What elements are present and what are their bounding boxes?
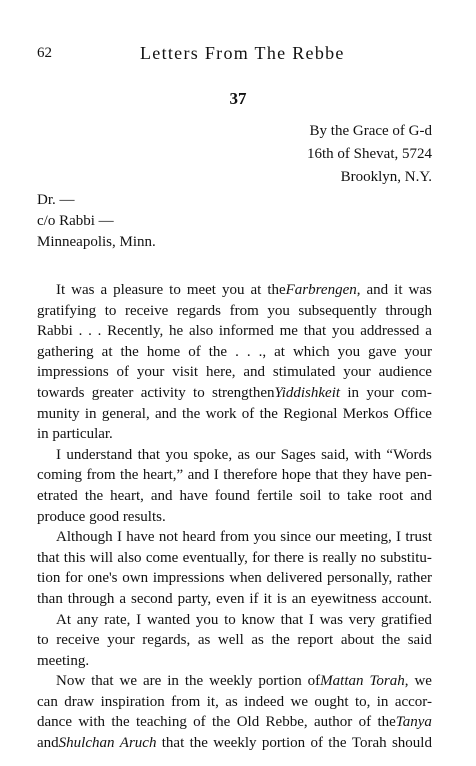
word: heart,” [142, 467, 184, 484]
word: from [219, 529, 250, 546]
word: I [213, 467, 219, 484]
word: a [425, 323, 432, 340]
word: your [107, 632, 135, 649]
word: I [116, 529, 122, 546]
word: good [89, 508, 120, 525]
word: indeed [244, 693, 285, 710]
word: when [229, 570, 262, 587]
word: the [182, 405, 201, 422]
text-line [37, 507, 432, 528]
dateline-place: Brooklyn, N.Y. [340, 169, 432, 185]
letter-number: 37 [229, 89, 247, 108]
dateline [307, 120, 432, 189]
word: pen- [405, 467, 432, 484]
word: I [56, 446, 61, 463]
word: of [188, 343, 201, 360]
word: was [319, 611, 343, 628]
letter-body [37, 280, 432, 754]
word: meet [186, 282, 216, 298]
word: for [65, 570, 83, 587]
word: eventually, [182, 549, 248, 566]
word: it, [206, 693, 219, 710]
word: your [366, 384, 394, 401]
word: gave [368, 343, 397, 360]
word: strengthenYiddishkeit [212, 384, 341, 401]
word: informed [218, 323, 274, 340]
word: general, [101, 405, 150, 422]
word: the [84, 487, 104, 504]
word: through [385, 302, 432, 319]
word: should [391, 735, 432, 752]
word: Rabbi [37, 323, 73, 340]
word: understand [66, 446, 133, 463]
text-line [37, 630, 432, 651]
word: munity [37, 405, 80, 422]
word: . [78, 323, 83, 340]
word: tion [37, 570, 61, 587]
word: heart, [110, 487, 144, 504]
word: teaching [136, 714, 187, 731]
word: pleasure [113, 282, 164, 298]
word: have [179, 487, 208, 504]
word: report [297, 632, 334, 649]
word: they [342, 467, 369, 484]
word: a [100, 282, 108, 298]
word: coming [37, 467, 82, 484]
word: I [308, 611, 314, 628]
word: will [89, 549, 114, 566]
word: second [130, 590, 173, 607]
word: receive [124, 302, 169, 319]
word: one's [87, 570, 118, 587]
word: receive [56, 632, 100, 649]
word: not [158, 529, 179, 546]
word: that [37, 549, 60, 566]
word: from [229, 302, 259, 319]
word: Office [393, 405, 432, 422]
word: is [276, 590, 287, 607]
word: of [241, 405, 255, 422]
word: can [37, 693, 58, 710]
word: any [76, 611, 99, 628]
word: to [193, 384, 205, 401]
word: of [116, 364, 130, 381]
word: about [340, 632, 375, 649]
word: spoke, [193, 446, 233, 463]
word: you [332, 323, 355, 340]
word: to [104, 302, 117, 319]
word: to [37, 632, 49, 649]
word: rate, [104, 611, 131, 628]
word: the [271, 632, 290, 649]
word: the [120, 467, 139, 484]
word: have [126, 529, 155, 546]
word: our [315, 529, 336, 546]
word: to [224, 611, 236, 628]
word: from [86, 467, 116, 484]
word: meeting. [37, 652, 90, 669]
text-line [37, 362, 432, 383]
word: you [195, 611, 219, 628]
word: you [267, 302, 290, 319]
word: and [187, 467, 210, 484]
word: portion [258, 673, 302, 690]
word: inspiration [100, 693, 165, 710]
word: ofMattan [307, 673, 364, 690]
word: impressions [152, 570, 225, 587]
word: accor- [394, 693, 432, 710]
word: party, [177, 590, 212, 607]
text-line [37, 404, 432, 425]
word: the [212, 714, 231, 731]
word: fertile [256, 487, 293, 504]
word: produce [37, 508, 86, 525]
text-line [37, 568, 432, 589]
word: It [56, 282, 66, 298]
word: was [408, 282, 432, 298]
text-line [37, 651, 432, 672]
word: with [354, 446, 382, 463]
word: the [184, 673, 204, 690]
text-line [37, 610, 432, 631]
word: you [253, 529, 276, 546]
word: Now [56, 673, 86, 690]
word: andShulchan [37, 735, 115, 752]
word: even [216, 590, 245, 607]
word: Torah [351, 735, 387, 752]
word: Recently, [107, 323, 164, 340]
word: Rebbe, [265, 714, 308, 731]
word: that [91, 673, 114, 690]
word: home [146, 343, 181, 360]
word: also [188, 323, 214, 340]
word: own [122, 570, 149, 587]
word: the [259, 405, 278, 422]
word: also [117, 549, 142, 566]
word: your [343, 364, 371, 381]
word: visit [172, 364, 199, 381]
word: rather [397, 570, 432, 587]
word: in [376, 693, 389, 710]
word: which [292, 343, 330, 360]
word: take [347, 487, 373, 504]
word: Regional [283, 405, 338, 422]
word: as [237, 446, 250, 463]
word: really [322, 549, 357, 566]
word: that [315, 467, 338, 484]
word: the [111, 714, 130, 731]
word: and [243, 364, 266, 381]
word: and [366, 282, 389, 298]
word: impressions [37, 364, 109, 381]
word: it [394, 282, 403, 298]
word: substitu- [380, 549, 432, 566]
word: wanted [146, 611, 191, 628]
word: an [291, 590, 306, 607]
word: account. [381, 590, 432, 607]
word: Although [56, 529, 113, 546]
word: me [279, 323, 298, 340]
text-line [37, 445, 432, 466]
text-line [37, 692, 432, 713]
word: audience [378, 364, 432, 381]
word: author [313, 714, 353, 731]
text-line [37, 280, 432, 301]
word: that [161, 735, 185, 752]
word: com- [401, 384, 432, 401]
word: the [120, 343, 139, 360]
text-line [37, 712, 432, 733]
word: as [225, 693, 238, 710]
word: results. [122, 508, 166, 525]
word: the [208, 343, 228, 360]
word: etrated [37, 487, 78, 504]
word: gratified [381, 611, 432, 628]
word: we [119, 673, 138, 690]
word: weekly [213, 735, 257, 752]
word: it [263, 590, 272, 607]
word: work [205, 405, 237, 422]
word: said [407, 632, 432, 649]
word: delivered [266, 570, 323, 587]
word: and [155, 405, 177, 422]
running-title: Letters From The Rebbe [140, 43, 345, 63]
word: there [273, 549, 304, 566]
word: soil [299, 487, 322, 504]
word: here, [205, 364, 236, 381]
word: of [358, 714, 372, 731]
word: that [303, 323, 327, 340]
word: theFarbrengen, [267, 282, 361, 298]
word: than [37, 590, 63, 607]
text-line [37, 465, 432, 486]
word: . [235, 343, 239, 360]
word: for [252, 549, 270, 566]
word: stimulated [272, 364, 336, 381]
word: that [137, 446, 161, 463]
word: the [328, 735, 347, 752]
dateline-date: 16th of Shevat, 5724 [307, 146, 432, 162]
word: . [88, 323, 92, 340]
word: weekly [209, 673, 253, 690]
word: root [379, 487, 404, 504]
word: come [145, 549, 179, 566]
word: in [37, 426, 49, 443]
word: personally, [327, 570, 393, 587]
word: ought [314, 693, 349, 710]
word: of [193, 714, 206, 731]
word: your [404, 343, 432, 360]
word: the [189, 735, 208, 752]
word: regards [176, 302, 222, 319]
word: was [71, 282, 95, 298]
text-line [37, 342, 432, 363]
word: . [246, 343, 251, 360]
word: the [381, 632, 401, 649]
word: through [67, 590, 115, 607]
word: Merkos [342, 405, 389, 422]
word: you [221, 282, 245, 298]
word: at [250, 282, 262, 298]
text-line [37, 671, 432, 692]
word: hope [281, 467, 311, 484]
dateline-blessing: By the Grace of G-d [309, 123, 432, 139]
word: to, [354, 693, 371, 710]
word: no [360, 549, 376, 566]
recipient-city: Minneapolis, Minn. [37, 234, 156, 250]
word: we [414, 673, 432, 690]
word: Aruch [119, 735, 157, 752]
word: I [136, 611, 142, 628]
word: Sages [280, 446, 316, 463]
word: I [396, 529, 402, 546]
word: Torah, [369, 673, 409, 690]
word: well [217, 632, 244, 649]
word: eyewitness [310, 590, 377, 607]
word: ., [258, 343, 267, 360]
word: as [251, 632, 264, 649]
word: At [56, 611, 71, 628]
word: subsequently [298, 302, 377, 319]
recipient-address [37, 190, 156, 253]
word: have [372, 467, 401, 484]
word: portion [261, 735, 306, 752]
word: of [310, 735, 323, 752]
word: greater [91, 384, 134, 401]
word: draw [64, 693, 95, 710]
word: know [241, 611, 275, 628]
word: dance [37, 714, 72, 731]
word: our [255, 446, 276, 463]
word: is [308, 549, 319, 566]
text-line [37, 486, 432, 507]
word: therefore [223, 467, 278, 484]
word: he [169, 323, 184, 340]
word: we [290, 693, 308, 710]
word: if [249, 590, 259, 607]
text-line [37, 424, 432, 445]
word: trust [405, 529, 432, 546]
word: addressed [360, 323, 420, 340]
word: meeting, [339, 529, 392, 546]
word: towards [37, 384, 85, 401]
word: . [97, 323, 102, 340]
word: that [280, 611, 304, 628]
word: this [63, 549, 86, 566]
recipient-care-of: c/o Rabbi — [37, 213, 114, 229]
word: heard [182, 529, 216, 546]
word: to [169, 282, 181, 298]
text-line [37, 383, 432, 404]
word: to [328, 487, 341, 504]
word: and [150, 487, 173, 504]
word: since [280, 529, 312, 546]
word: regards, [142, 632, 191, 649]
word: Old [236, 714, 260, 731]
word: at [274, 343, 285, 360]
word: very [348, 611, 376, 628]
word: your [136, 364, 165, 381]
word: in [167, 673, 179, 690]
word: a [119, 590, 127, 607]
word: in [347, 384, 360, 401]
text-line [37, 321, 432, 342]
text-line [37, 301, 432, 322]
word: you [337, 343, 361, 360]
word: and [410, 487, 432, 504]
text-line [37, 733, 432, 754]
word: as [197, 632, 211, 649]
word: found [214, 487, 250, 504]
word: theTanya [377, 714, 432, 731]
word: are [142, 673, 162, 690]
word: in [84, 405, 97, 422]
word: gratifying [37, 302, 97, 319]
word: you [165, 446, 188, 463]
text-line [37, 527, 432, 548]
text-line [37, 589, 432, 610]
text-line [37, 548, 432, 569]
word: from [171, 693, 201, 710]
word: with [78, 714, 105, 731]
word: at [101, 343, 113, 360]
word: particular. [52, 426, 113, 443]
page-number: 62 [37, 45, 52, 61]
word: activity [140, 384, 186, 401]
word: said, [321, 446, 349, 463]
word: gathering [37, 343, 94, 360]
word: “Words [386, 446, 432, 463]
recipient-name: Dr. — [37, 192, 75, 208]
